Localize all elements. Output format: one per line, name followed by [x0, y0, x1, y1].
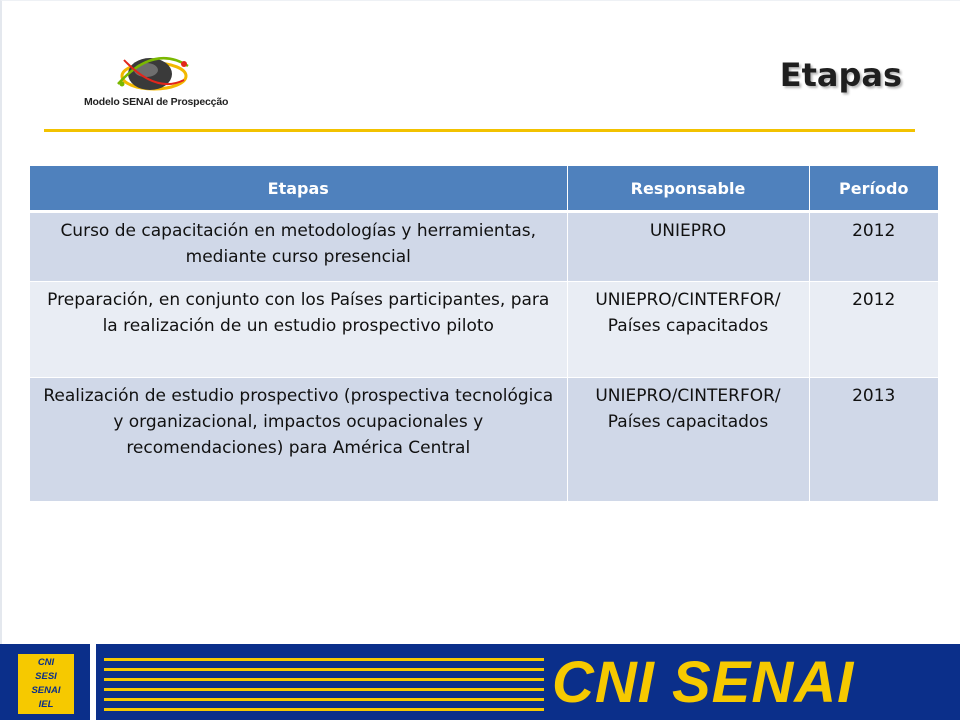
page-title: Etapas	[779, 56, 902, 94]
responsible-cell: UNIEPRO/CINTERFOR/ Países capacitados	[567, 378, 809, 502]
footer-stripe	[104, 698, 544, 701]
badge-line-cni: CNI	[37, 657, 55, 668]
table-row	[30, 282, 938, 378]
badge-line-sesi: SESI	[35, 671, 57, 682]
footer-stripe	[104, 668, 544, 671]
stage-cell: Preparación, en conjunto con los Países participantes, para la realización de un estudio prospectivo piloto	[30, 282, 567, 378]
senai-prospection-logo	[84, 50, 234, 114]
header-etapas: Etapas	[30, 166, 567, 212]
title-divider	[44, 129, 915, 132]
footer-stripe	[104, 678, 544, 681]
stage-cell: Realización de estudio prospectivo (prospectiva tecnológica y organizacional, impactos ocupacionales y recomendaciones) para América Central	[30, 378, 567, 502]
orbit-logo-icon	[84, 50, 234, 98]
logo-caption: Modelo SENAI de Prospecção	[84, 96, 229, 108]
period-cell: 2013	[809, 378, 938, 502]
responsible-cell: UNIEPRO/CINTERFOR/ Países capacitados	[567, 282, 809, 378]
badge-line-iel: IEL	[38, 699, 54, 710]
period-cell: 2012	[809, 212, 938, 282]
footer-stripe	[104, 658, 544, 661]
footer-stripe	[104, 708, 544, 711]
table-row	[30, 212, 938, 282]
header-periodo: Período	[809, 166, 938, 212]
badge-line-senai: SENAI	[31, 685, 61, 696]
footer-badge-box	[0, 644, 90, 720]
stage-cell: Curso de capacitación en metodologías y herramientas, mediante curso presencial	[30, 212, 567, 282]
footer-stripe	[104, 688, 544, 691]
period-cell: 2012	[809, 282, 938, 378]
footer-banner	[0, 644, 960, 720]
table-row	[30, 378, 938, 502]
stages-table	[30, 166, 938, 502]
system-badge	[18, 654, 74, 714]
responsible-cell: UNIEPRO	[567, 212, 809, 282]
footer-stripe-panel	[96, 644, 960, 720]
cni-senai-wordmark: CNI SENAI	[552, 649, 855, 715]
table-header-row	[30, 166, 938, 212]
header-responsable: Responsable	[567, 166, 809, 212]
